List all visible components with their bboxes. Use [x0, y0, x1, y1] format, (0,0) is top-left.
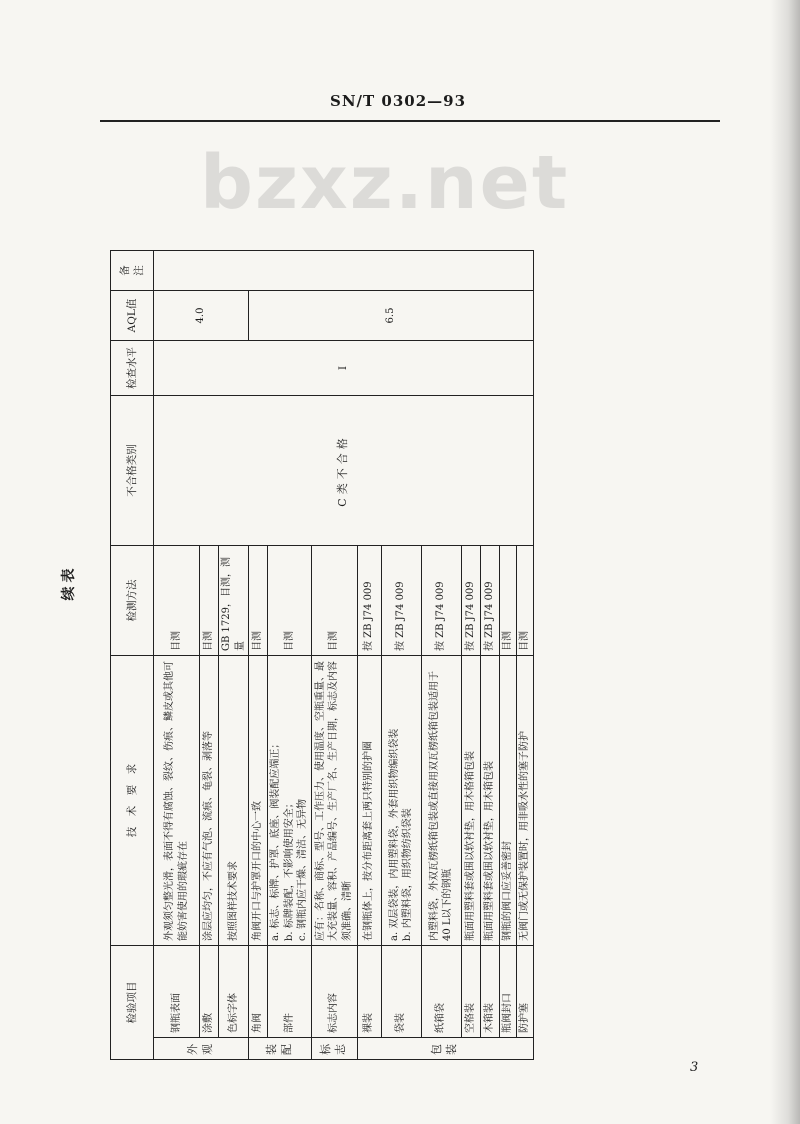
req-bagged — [381, 656, 421, 946]
method-wooden-box: 按 ZB J74 009 — [480, 546, 499, 656]
method-parts: 目测 — [268, 546, 312, 656]
item-bare: 裸装 — [357, 946, 381, 1038]
header-nonconformity: 不合格类别 — [111, 396, 154, 546]
header-inspection-level: 检查水平 — [111, 341, 154, 396]
standard-code: SN/T 0302—93 — [330, 92, 467, 110]
item-wooden-box: 木箱装 — [480, 946, 499, 1038]
item-coating: 涂敷 — [200, 946, 219, 1038]
req-parts-c: c. 钢瓶内应干燥、清洁、无异物 — [297, 799, 308, 941]
item-bagged: 袋装 — [381, 946, 421, 1038]
item-color-mark: 色标字体 — [219, 946, 249, 1038]
method-bottle-surface: 目测 — [154, 546, 200, 656]
group-packaging: 包装 — [357, 1038, 533, 1060]
item-parts: 部件 — [268, 946, 312, 1038]
header-item: 检验项目 — [111, 946, 154, 1060]
method-carton: 按 ZB J74 009 — [421, 546, 461, 656]
method-valve: 目测 — [249, 546, 268, 656]
header-aql: AQL值 — [111, 291, 154, 341]
req-parts-a: a. 标志、标牌、护罩、底座、阀装配应端正； — [270, 738, 281, 941]
inspection-level-value: Ⅰ — [154, 341, 534, 396]
remark-cell — [154, 251, 534, 291]
header-remark: 备 注 — [111, 251, 154, 291]
table-caption: 续表 — [61, 564, 77, 601]
req-bare: 在钢瓶体上，按分布距离套上两只特别的护圈 — [357, 656, 381, 946]
req-parts-b: b. 标牌装配，不影响使用安全； — [283, 798, 295, 941]
item-plug: 防护塞 — [516, 946, 533, 1038]
spacer-cell — [154, 105, 534, 251]
method-bare: 按 ZB J74 009 — [357, 546, 381, 656]
scan-shadow-edge — [770, 0, 800, 1124]
group-assembly: 装配 — [249, 1038, 312, 1060]
item-crate: 空格装 — [461, 946, 480, 1038]
req-mark-content: 应有：名称、商标、型号、工作压力、使用温度、空瓶重量、最大充装量、容积、产品编号、生产厂名、生产日期，标志及内容须准确、清晰 — [311, 656, 357, 946]
req-bagged-b: b. 内塑料袋，用织物纺织袋装 — [402, 808, 413, 941]
req-color-mark: 按照图样技术要求 — [219, 656, 249, 946]
req-valve: 角阀开口与护罩开口的中心一致 — [249, 656, 268, 946]
item-bottle-surface: 钢瓶表面 — [154, 946, 200, 1038]
req-parts — [268, 656, 312, 946]
method-plug: 目测 — [516, 546, 533, 656]
method-mark-content: 目测 — [311, 546, 357, 656]
header-row — [111, 105, 154, 1060]
method-crate: 按 ZB J74 009 — [461, 546, 480, 656]
watermark: bzxz.net — [200, 140, 570, 226]
item-mark-content: 标志内容 — [311, 946, 357, 1038]
item-valve-seal: 瓶阀封口 — [499, 946, 516, 1038]
req-carton: 内塑料袋，外双瓦楞纸箱包装或直接用双瓦楞纸箱包装适用于40 L以下的钢瓶 — [421, 656, 461, 946]
header-spacer — [111, 105, 154, 251]
group-appearance: 外观 — [154, 1038, 249, 1060]
item-valve: 角阀 — [249, 946, 268, 1038]
method-bagged: 按 ZB J74 009 — [381, 546, 421, 656]
nonconformity-class: C类不合格 — [154, 396, 534, 546]
req-coating: 涂层应均匀，不应有气泡、流痕、龟裂、剥落等 — [200, 656, 219, 946]
inspection-table — [110, 105, 534, 1061]
req-plug: 无阀门或无保护装置时，用非吸水性的塞子防护 — [516, 656, 533, 946]
header-method: 检测方法 — [111, 546, 154, 656]
header-requirement: 技 术 要 求 — [111, 656, 154, 946]
req-crate: 瓶面用塑料套或围以软衬垫，用木格箱包装 — [461, 656, 480, 946]
req-valve-seal: 钢瓶的阀口应妥善密封 — [499, 656, 516, 946]
page-number: 3 — [690, 1060, 699, 1075]
req-bagged-a: a. 双层袋装，内用塑料袋，外套用织物编织袋装 — [388, 728, 400, 941]
method-valve-seal: 目测 — [499, 546, 516, 656]
req-bottle-surface: 外观须匀整光滑，表面不得有腐蚀、裂纹、伤痕、鳞皮或其他可能妨害使用的瑕疵存在 — [154, 656, 200, 946]
group-marking: 标志 — [311, 1038, 357, 1060]
aql-value-2: 6.5 — [249, 291, 534, 341]
rotated-table-container — [61, 105, 740, 1060]
method-color-mark: GB 1729，目测，测量 — [219, 546, 249, 656]
item-carton: 纸箱袋 — [421, 946, 461, 1038]
table-row — [154, 105, 200, 1060]
method-coating: 目测 — [200, 546, 219, 656]
req-wooden-box: 瓶面用塑料套或围以软衬垫，用木箱包装 — [480, 656, 499, 946]
aql-value-1: 4.0 — [154, 291, 249, 341]
